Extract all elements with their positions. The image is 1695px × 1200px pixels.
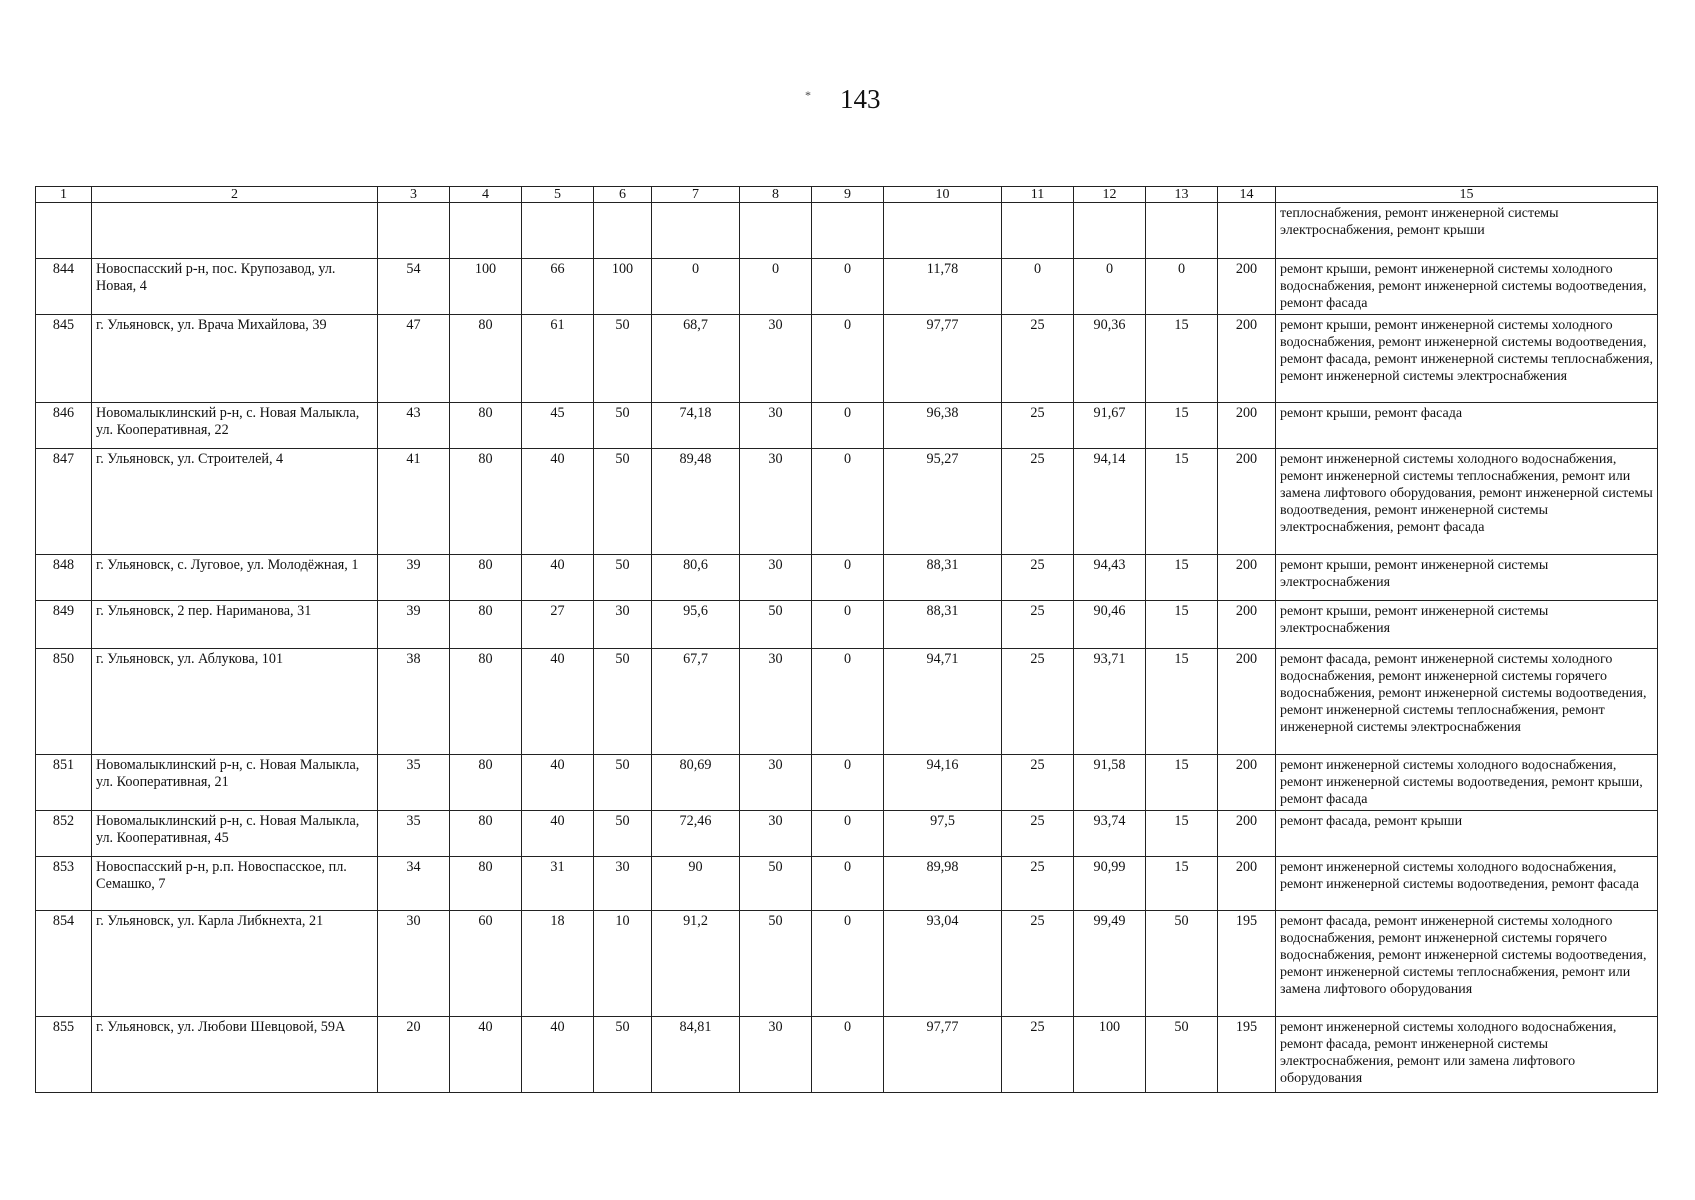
table-row	[36, 755, 1658, 811]
table-row	[36, 649, 1658, 755]
cell-c12: 90,46	[1074, 601, 1146, 649]
cell-c6: 50	[594, 1017, 652, 1093]
cell-c14: 200	[1218, 755, 1276, 811]
cell-c7: 67,7	[652, 649, 740, 755]
cell-address: г. Ульяновск, ул. Карла Либкнехта, 21	[92, 911, 378, 1017]
page-number: 143	[840, 84, 881, 114]
cell-c7: 72,46	[652, 811, 740, 857]
cell-works: ремонт фасада, ремонт инженерной системы холодного водоснабжения, ремонт инженерной системы горячего водоснабжения, ремонт инженерной системы водоотведения, ремонт инженерной системы теплоснабжения, ремонт инженерной системы электроснабжения	[1276, 649, 1658, 755]
table-row	[36, 555, 1658, 601]
column-header-4: 4	[450, 187, 522, 203]
cell-c10: 88,31	[884, 555, 1002, 601]
cell-c13: 15	[1146, 555, 1218, 601]
cell-c5: 40	[522, 649, 594, 755]
cell-c13: 15	[1146, 403, 1218, 449]
column-header-7: 7	[652, 187, 740, 203]
cell-row-number: 854	[36, 911, 92, 1017]
cell-c6: 50	[594, 649, 652, 755]
cell-c12: 100	[1074, 1017, 1146, 1093]
cell-c9: 0	[812, 315, 884, 403]
cell-c8: 30	[740, 811, 812, 857]
cell-empty	[594, 203, 652, 259]
cell-c11: 25	[1002, 857, 1074, 911]
cell-c5: 45	[522, 403, 594, 449]
cell-c6: 50	[594, 811, 652, 857]
cell-c6: 50	[594, 315, 652, 403]
cell-c14: 200	[1218, 403, 1276, 449]
column-header-12: 12	[1074, 187, 1146, 203]
cell-row-number: 847	[36, 449, 92, 555]
cell-c8: 30	[740, 403, 812, 449]
cell-address: г. Ульяновск, ул. Любови Шевцовой, 59А	[92, 1017, 378, 1093]
cell-c8: 30	[740, 649, 812, 755]
cell-c3: 38	[378, 649, 450, 755]
cell-c5: 40	[522, 811, 594, 857]
cell-empty	[378, 203, 450, 259]
cell-c13: 15	[1146, 315, 1218, 403]
cell-works: ремонт крыши, ремонт инженерной системы электроснабжения	[1276, 555, 1658, 601]
cell-works: ремонт инженерной системы холодного водоснабжения, ремонт инженерной системы водоотведения, ремонт крыши, ремонт фасада	[1276, 755, 1658, 811]
cell-c4: 40	[450, 1017, 522, 1093]
cell-c7: 80,69	[652, 755, 740, 811]
cell-c7: 91,2	[652, 911, 740, 1017]
cell-c11: 0	[1002, 259, 1074, 315]
cell-c14: 200	[1218, 811, 1276, 857]
cell-c11: 25	[1002, 911, 1074, 1017]
cell-c3: 54	[378, 259, 450, 315]
column-header-13: 13	[1146, 187, 1218, 203]
header-row	[36, 187, 1658, 203]
cell-address: г. Ульяновск, с. Луговое, ул. Молодёжная, 1	[92, 555, 378, 601]
cell-c9: 0	[812, 449, 884, 555]
cell-c9: 0	[812, 403, 884, 449]
cell-c10: 97,77	[884, 315, 1002, 403]
cell-c7: 80,6	[652, 555, 740, 601]
cell-c13: 15	[1146, 811, 1218, 857]
cell-address: Новомалыклинский р-н, с. Новая Малыкла, ул. Кооперативная, 45	[92, 811, 378, 857]
cell-c12: 99,49	[1074, 911, 1146, 1017]
cell-c12: 94,43	[1074, 555, 1146, 601]
cell-c12: 93,71	[1074, 649, 1146, 755]
cell-row-number: 849	[36, 601, 92, 649]
column-header-5: 5	[522, 187, 594, 203]
cell-empty	[450, 203, 522, 259]
cell-c8: 30	[740, 449, 812, 555]
cell-c5: 61	[522, 315, 594, 403]
cell-works: ремонт инженерной системы холодного водоснабжения, ремонт фасада, ремонт инженерной системы электроснабжения, ремонт или замена лифтового оборудования	[1276, 1017, 1658, 1093]
cell-row-number: 845	[36, 315, 92, 403]
table-row	[36, 315, 1658, 403]
cell-c11: 25	[1002, 1017, 1074, 1093]
cell-c11: 25	[1002, 649, 1074, 755]
cell-c14: 200	[1218, 315, 1276, 403]
cell-c4: 80	[450, 649, 522, 755]
cell-c12: 94,14	[1074, 449, 1146, 555]
cell-c5: 40	[522, 449, 594, 555]
cell-address: г. Ульяновск, 2 пер. Нариманова, 31	[92, 601, 378, 649]
cell-row-number: 848	[36, 555, 92, 601]
cell-c7: 0	[652, 259, 740, 315]
cell-c4: 80	[450, 449, 522, 555]
cell-c7: 84,81	[652, 1017, 740, 1093]
cell-c8: 30	[740, 1017, 812, 1093]
cell-c11: 25	[1002, 755, 1074, 811]
cell-c11: 25	[1002, 449, 1074, 555]
cell-c11: 25	[1002, 315, 1074, 403]
cell-c6: 50	[594, 555, 652, 601]
cell-c14: 195	[1218, 1017, 1276, 1093]
cell-c9: 0	[812, 259, 884, 315]
cell-empty	[652, 203, 740, 259]
cell-c14: 200	[1218, 601, 1276, 649]
cell-c6: 30	[594, 601, 652, 649]
cell-c10: 11,78	[884, 259, 1002, 315]
cell-c13: 15	[1146, 649, 1218, 755]
table-row	[36, 403, 1658, 449]
cell-c9: 0	[812, 1017, 884, 1093]
cell-address: г. Ульяновск, ул. Аблукова, 101	[92, 649, 378, 755]
cell-c3: 47	[378, 315, 450, 403]
cell-c4: 60	[450, 911, 522, 1017]
cell-works: ремонт инженерной системы холодного водоснабжения, ремонт инженерной системы теплоснабжения, ремонт или замена лифтового оборудования, ремонт инженерной системы водоотведения, ремонт инженерной системы электроснабжения, ремонт фасада	[1276, 449, 1658, 555]
cell-works: ремонт крыши, ремонт фасада	[1276, 403, 1658, 449]
cell-empty	[884, 203, 1002, 259]
cell-c9: 0	[812, 857, 884, 911]
cell-c8: 50	[740, 911, 812, 1017]
cell-row-number: 851	[36, 755, 92, 811]
table-row	[36, 811, 1658, 857]
cell-c7: 95,6	[652, 601, 740, 649]
cell-c8: 0	[740, 259, 812, 315]
cell-c4: 80	[450, 555, 522, 601]
cell-c12: 90,36	[1074, 315, 1146, 403]
cell-c10: 93,04	[884, 911, 1002, 1017]
cell-address: Новомалыклинский р-н, с. Новая Малыкла, ул. Кооперативная, 21	[92, 755, 378, 811]
cell-address: Новомалыклинский р-н, с. Новая Малыкла, ул. Кооперативная, 22	[92, 403, 378, 449]
cell-c7: 90	[652, 857, 740, 911]
cell-c13: 15	[1146, 755, 1218, 811]
cell-c3: 43	[378, 403, 450, 449]
cell-c3: 34	[378, 857, 450, 911]
cell-c8: 30	[740, 755, 812, 811]
cell-works: теплоснабжения, ремонт инженерной системы электроснабжения, ремонт крыши	[1276, 203, 1658, 259]
cell-address: Новоспасский р-н, пос. Крупозавод, ул. Новая, 4	[92, 259, 378, 315]
cell-empty	[1074, 203, 1146, 259]
cell-c13: 15	[1146, 857, 1218, 911]
cell-c4: 100	[450, 259, 522, 315]
cell-c13: 50	[1146, 1017, 1218, 1093]
cell-empty	[522, 203, 594, 259]
cell-c5: 31	[522, 857, 594, 911]
cell-c5: 40	[522, 555, 594, 601]
cell-empty	[1146, 203, 1218, 259]
cell-c7: 68,7	[652, 315, 740, 403]
cell-c6: 30	[594, 857, 652, 911]
cell-c14: 200	[1218, 857, 1276, 911]
column-header-11: 11	[1002, 187, 1074, 203]
column-header-8: 8	[740, 187, 812, 203]
cell-c12: 93,74	[1074, 811, 1146, 857]
cell-c10: 96,38	[884, 403, 1002, 449]
cell-c14: 200	[1218, 259, 1276, 315]
cell-c4: 80	[450, 403, 522, 449]
cell-c6: 10	[594, 911, 652, 1017]
cell-c14: 195	[1218, 911, 1276, 1017]
cell-c8: 50	[740, 601, 812, 649]
cell-c14: 200	[1218, 649, 1276, 755]
cell-c7: 89,48	[652, 449, 740, 555]
cell-c12: 0	[1074, 259, 1146, 315]
cell-c12: 91,67	[1074, 403, 1146, 449]
cell-c8: 50	[740, 857, 812, 911]
cell-c4: 80	[450, 315, 522, 403]
cell-c9: 0	[812, 649, 884, 755]
cell-works: ремонт крыши, ремонт инженерной системы холодного водоснабжения, ремонт инженерной системы водоотведения, ремонт фасада, ремонт инженерной системы теплоснабжения, ремонт инженерной системы электроснабжения	[1276, 315, 1658, 403]
cell-c13: 15	[1146, 449, 1218, 555]
cell-c10: 94,71	[884, 649, 1002, 755]
table-row	[36, 857, 1658, 911]
cell-c6: 50	[594, 403, 652, 449]
cell-c5: 27	[522, 601, 594, 649]
cell-row-number: 853	[36, 857, 92, 911]
cell-c5: 66	[522, 259, 594, 315]
cell-c5: 40	[522, 755, 594, 811]
cell-empty	[36, 203, 92, 259]
table-body	[36, 203, 1658, 1093]
column-header-10: 10	[884, 187, 1002, 203]
column-header-6: 6	[594, 187, 652, 203]
registry-table	[35, 186, 1658, 1093]
cell-row-number: 855	[36, 1017, 92, 1093]
cell-c13: 50	[1146, 911, 1218, 1017]
cell-works: ремонт крыши, ремонт инженерной системы электроснабжения	[1276, 601, 1658, 649]
cell-works: ремонт фасада, ремонт инженерной системы холодного водоснабжения, ремонт инженерной системы горячего водоснабжения, ремонт инженерной системы водоотведения, ремонт инженерной системы теплоснабжения, ремонт или замена лифтового оборудования	[1276, 911, 1658, 1017]
cell-c8: 30	[740, 555, 812, 601]
table-row	[36, 601, 1658, 649]
cell-c13: 0	[1146, 259, 1218, 315]
cell-c11: 25	[1002, 403, 1074, 449]
cell-works: ремонт крыши, ремонт инженерной системы холодного водоснабжения, ремонт инженерной системы водоотведения, ремонт фасада	[1276, 259, 1658, 315]
cell-c3: 35	[378, 755, 450, 811]
cell-c6: 50	[594, 449, 652, 555]
cell-c12: 90,99	[1074, 857, 1146, 911]
scan-speck: *	[805, 88, 811, 102]
cell-c4: 80	[450, 811, 522, 857]
cell-c10: 97,5	[884, 811, 1002, 857]
cell-empty	[1002, 203, 1074, 259]
table-row	[36, 911, 1658, 1017]
cell-empty	[92, 203, 378, 259]
cell-works: ремонт фасада, ремонт крыши	[1276, 811, 1658, 857]
table-row	[36, 1017, 1658, 1093]
column-header-9: 9	[812, 187, 884, 203]
cell-c11: 25	[1002, 555, 1074, 601]
column-header-14: 14	[1218, 187, 1276, 203]
cell-c10: 94,16	[884, 755, 1002, 811]
cell-row-number: 852	[36, 811, 92, 857]
cell-works: ремонт инженерной системы холодного водоснабжения, ремонт инженерной системы водоотведения, ремонт фасада	[1276, 857, 1658, 911]
cell-address: г. Ульяновск, ул. Строителей, 4	[92, 449, 378, 555]
column-header-2: 2	[92, 187, 378, 203]
cell-c6: 100	[594, 259, 652, 315]
cell-c3: 41	[378, 449, 450, 555]
cell-empty	[1218, 203, 1276, 259]
cell-c3: 39	[378, 601, 450, 649]
continuation-row	[36, 203, 1658, 259]
cell-c14: 200	[1218, 449, 1276, 555]
cell-c6: 50	[594, 755, 652, 811]
cell-c10: 89,98	[884, 857, 1002, 911]
cell-c5: 18	[522, 911, 594, 1017]
cell-c10: 88,31	[884, 601, 1002, 649]
cell-c9: 0	[812, 755, 884, 811]
cell-c8: 30	[740, 315, 812, 403]
cell-c10: 97,77	[884, 1017, 1002, 1093]
cell-row-number: 846	[36, 403, 92, 449]
cell-c3: 39	[378, 555, 450, 601]
cell-c9: 0	[812, 811, 884, 857]
cell-c12: 91,58	[1074, 755, 1146, 811]
cell-c3: 30	[378, 911, 450, 1017]
cell-c10: 95,27	[884, 449, 1002, 555]
cell-c3: 20	[378, 1017, 450, 1093]
cell-row-number: 844	[36, 259, 92, 315]
table-row	[36, 449, 1658, 555]
cell-c14: 200	[1218, 555, 1276, 601]
cell-c9: 0	[812, 555, 884, 601]
column-header-1: 1	[36, 187, 92, 203]
cell-c11: 25	[1002, 601, 1074, 649]
cell-c9: 0	[812, 911, 884, 1017]
cell-c7: 74,18	[652, 403, 740, 449]
cell-c5: 40	[522, 1017, 594, 1093]
cell-c4: 80	[450, 755, 522, 811]
cell-empty	[812, 203, 884, 259]
cell-empty	[740, 203, 812, 259]
cell-address: г. Ульяновск, ул. Врача Михайлова, 39	[92, 315, 378, 403]
column-header-3: 3	[378, 187, 450, 203]
cell-c13: 15	[1146, 601, 1218, 649]
cell-c3: 35	[378, 811, 450, 857]
cell-c4: 80	[450, 601, 522, 649]
cell-c4: 80	[450, 857, 522, 911]
cell-address: Новоспасский р-н, р.п. Новоспасское, пл. Семашко, 7	[92, 857, 378, 911]
table-row	[36, 259, 1658, 315]
column-header-15: 15	[1276, 187, 1658, 203]
cell-row-number: 850	[36, 649, 92, 755]
cell-c9: 0	[812, 601, 884, 649]
cell-c11: 25	[1002, 811, 1074, 857]
